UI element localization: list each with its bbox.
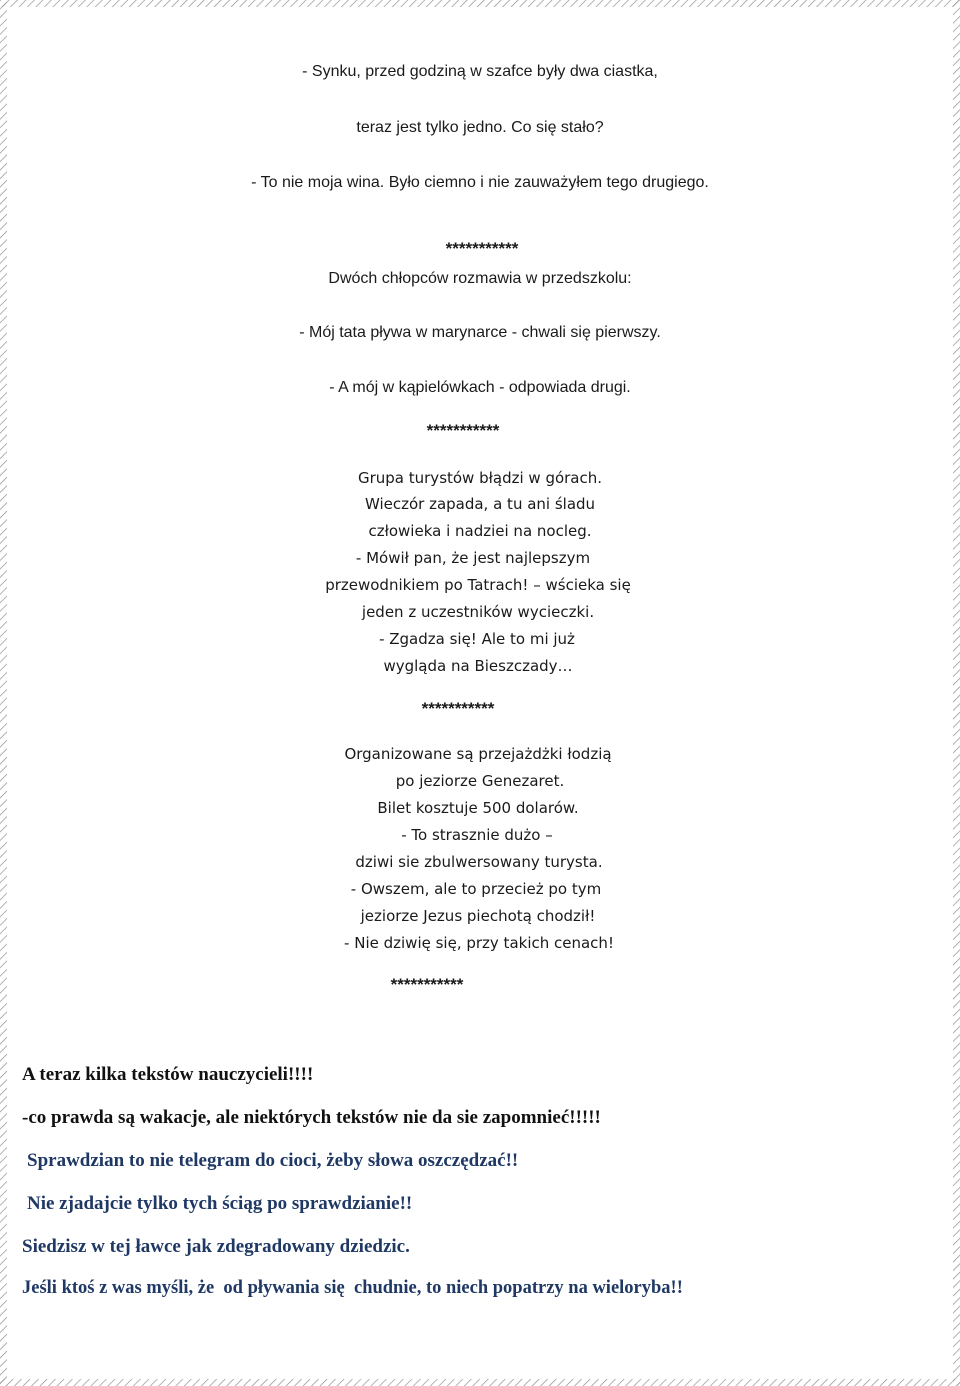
joke3-line5-part-a: przewodnikiem po Tatrach! (325, 576, 529, 594)
teacher-quote3: Siedzisz w tej ławce jak zdegradowany dziedzic. (22, 1236, 410, 1257)
joke3-line1: Grupa turystów błądzi w górach. (357, 469, 603, 487)
joke4-line8: - Nie dziwię się, przy takich cenach! (344, 934, 614, 952)
joke4-line1: Organizowane są przejażdżki łodzią (344, 745, 612, 763)
teacher-quote2: Nie zjadajcie tylko tych ściąg po sprawdzianie!! (27, 1193, 413, 1214)
joke3-line7: - Zgadza się! Ale to mi już (379, 630, 575, 648)
joke2-intro: Dwóch chłopców rozmawia w przedszkolu: (328, 270, 632, 287)
teacher-quote1: Sprawdzian to nie telegram do cioci, żeby słowa oszczędzać!! (27, 1150, 519, 1171)
separator4: *********** (390, 975, 464, 994)
joke3-line6: jeden z uczestników wycieczki. (361, 603, 595, 621)
separator1: *********** (445, 239, 519, 258)
joke3-line3: człowieka i nadziei na nocleg. (368, 522, 592, 540)
joke1-line2: teraz jest tylko jedno. Co się stało? (356, 119, 604, 136)
joke3-line5 (325, 576, 631, 594)
joke2-line2: - A mój w kąpielówkach - odpowiada drugi. (329, 379, 631, 396)
joke2-line1: - Mój tata pływa w marynarce - chwali się pierwszy. (299, 324, 661, 341)
separator2: *********** (426, 421, 500, 440)
separator3: *********** (421, 699, 495, 718)
joke3-line8: wygląda na Bieszczady… (383, 657, 573, 675)
teachers-heading: A teraz kilka tekstów nauczycieli!!!! (22, 1064, 314, 1085)
joke4-line3: Bilet kosztuje 500 dolarów. (377, 799, 579, 817)
joke3-line4: - Mówił pan, że jest najlepszym (355, 549, 591, 567)
teacher-quote4: Jeśli ktoś z was myśli, że od pływania się chudnie, to niech popatrzy na wieloryba!! (22, 1278, 683, 1298)
joke3-line5-part-b: – wścieka się (533, 576, 631, 594)
joke4-line7: jeziorze Jezus piechotą chodził! (360, 907, 596, 925)
joke3-line2: Wieczór zapada, a tu ani śladu (364, 495, 596, 513)
joke4-line6: - Owszem, ale to przecież po tym (350, 880, 602, 898)
joke1-line3: - To nie moja wina. Było ciemno i nie zauważyłem tego drugiego. (251, 174, 709, 191)
joke4-line5: dziwi sie zbulwersowany turysta. (355, 853, 603, 871)
teachers-subheading: -co prawda są wakacje, ale niektórych tekstów nie da sie zapomnieć!!!!! (22, 1107, 601, 1128)
joke1-line1: - Synku, przed godziną w szafce były dwa ciastka, (302, 63, 658, 80)
joke4-line2: po jeziorze Genezaret. (395, 772, 565, 790)
joke4-line4: - To strasznie dużo – (401, 826, 553, 844)
